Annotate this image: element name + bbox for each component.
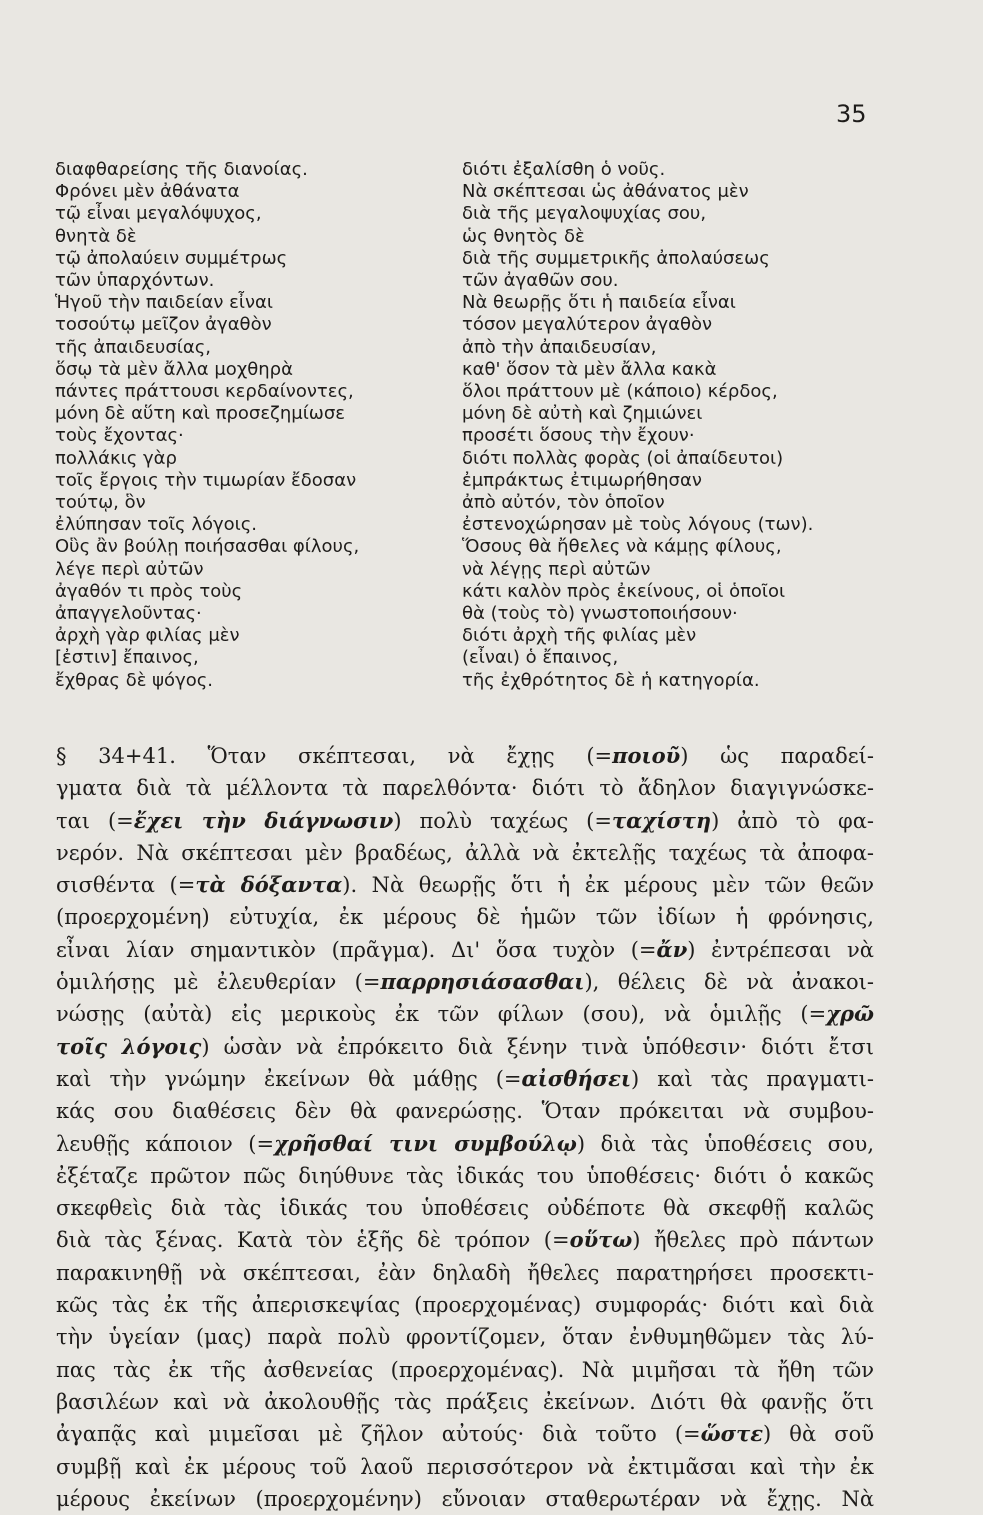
translation-line: νὰ λέγῃς περὶ αὐτῶν <box>462 558 651 580</box>
greek-gloss-term: παρρησιάσασθαι <box>380 969 585 995</box>
commentary-line <box>56 1224 874 1256</box>
ancient-line: ἀρχὴ γὰρ φιλίας μὲν <box>55 625 240 647</box>
greek-gloss-term: αἰσθήσει <box>521 1065 632 1091</box>
commentary-text: ) ἤθελες πρὸ πάντων <box>632 1228 874 1253</box>
translation-line: θὰ (τοὺς τὸ) γνωστοποιήσουν· <box>462 603 738 625</box>
commentary-line <box>56 1483 874 1515</box>
commentary-line <box>56 1321 874 1353</box>
commentary-text: μέρους ἐκείνων (προερχομένην) εὔνοιαν σταθερωτέραν νὰ ἔχῃς. Νὰ <box>56 1486 874 1511</box>
ancient-line: πάντες πράττουσι κερδαίνοντες, <box>55 381 354 403</box>
ancient-line: διαφθαρείσης τῆς διανοίας. <box>55 159 308 180</box>
commentary-line <box>56 998 874 1030</box>
greek-gloss-term: τὰ δόξαντα <box>195 872 343 898</box>
commentary-text: ), θέλεις δὲ νὰ ἀνακοι- <box>584 970 874 995</box>
commentary-line <box>56 1451 874 1483</box>
commentary-text: Ὅταν σκέπτεσαι, νὰ ἔχῃς (= <box>175 744 613 768</box>
commentary-text: σισθέντα (= <box>56 873 196 898</box>
ancient-line: Οὓς ἂν βούλῃ ποιήσασθαι φίλους, <box>55 536 360 558</box>
commentary-line <box>56 1160 874 1192</box>
commentary-text: βασιλέων καὶ νὰ ἀκολουθῇς τὰς πράξεις ἐκείνων. Διότι θὰ φανῇς ὅτι <box>56 1389 874 1414</box>
translation-line: ἐμπράκτως ἐτιμωρήθησαν <box>462 469 702 491</box>
commentary-text: ) θὰ σοῦ <box>763 1422 874 1447</box>
commentary-text: ) ὡσὰν νὰ ἐπρόκειτο διὰ ξένην τινὰ ὑπόθεσιν· διότι ἔτσι <box>201 1034 875 1059</box>
ancient-line: [ἐστιν] ἔπαινος, <box>55 647 199 669</box>
ancient-line: ἔχθρας δὲ ψόγος. <box>55 669 214 691</box>
commentary-line <box>56 1031 874 1063</box>
ancient-line: ἐλύπησαν τοῖς λόγοις. <box>55 514 258 536</box>
commentary-text: σκεφθεὶς διὰ τὰς ἰδικάς του ὑποθέσεις οὐδέποτε θὰ σκεφθῇ καλῶς <box>56 1196 874 1221</box>
commentary-line <box>56 1128 874 1160</box>
ancient-text-column <box>55 159 455 692</box>
ancient-line: τῶν ὑπαρχόντων. <box>55 270 215 292</box>
commentary-text: (προερχομένη) εὐτυχία, ἐκ μέρους δὲ ἡμῶν τῶν ἰδίων ἡ φρόνησις, <box>56 905 874 930</box>
translation-line: ἀπὸ τὴν ἀπαιδευσίαν, <box>462 336 657 358</box>
greek-gloss-term: ἔχει τὴν διάγνωσιν <box>133 807 394 833</box>
commentary-text: γματα διὰ τὰ μέλλοντα τὰ παρελθόντα· διότι τὸ ἄδηλον διαγιγνώσκε- <box>56 776 874 801</box>
ancient-line: μόνη δὲ αὕτη καὶ προσεζημίωσε <box>55 403 346 425</box>
greek-gloss-term: τοῖς λόγοις <box>56 1033 202 1059</box>
greek-gloss-term: ὥστε <box>700 1421 763 1447</box>
greek-gloss-term: οὕτω <box>569 1227 633 1253</box>
commentary-text: συμβῇ καὶ ἐκ μέρους τοῦ λαοῦ περισσότερον νὰ ἐκτιμᾶσαι καὶ τὴν ἐκ <box>56 1454 874 1479</box>
translation-line: διότι ἀρχὴ τῆς φιλίας μὲν <box>462 625 697 647</box>
commentary-text: ἐξέταζε πρῶτον πῶς διηύθυνε τὰς ἰδικάς του ὑποθέσεις· διότι ὁ κακῶς <box>56 1163 874 1188</box>
commentary-text: ) ἐντρέπεσαι νὰ <box>687 937 874 962</box>
commentary-text: ) καὶ τὰς πραγματι- <box>631 1066 874 1091</box>
commentary-line <box>56 740 874 772</box>
commentary-line <box>56 772 874 804</box>
ancient-line: τῷ ἀπολαύειν συμμέτρως <box>55 247 288 269</box>
translation-line: Νὰ σκέπτεσαι ὡς ἀθάνατος μὲν <box>462 181 749 203</box>
commentary-text: ται (= <box>56 808 134 833</box>
commentary-line <box>56 1386 874 1418</box>
commentary-text: τὴν ὑγείαν (μας) παρὰ πολὺ φροντίζομεν, ὅταν ἐνθυμηθῶμεν τὰς λύ- <box>56 1325 874 1350</box>
commentary-text: ὁμιλήσῃς μὲ ἐλευθερίαν (= <box>56 970 381 995</box>
translation-line: ὡς θνητὸς δὲ <box>462 225 585 247</box>
ancient-line: ἀπαγγελοῦντας· <box>55 603 202 625</box>
commentary-text: ) διὰ τὰς ὑποθέσεις σου, <box>576 1131 874 1156</box>
greek-gloss-term: χρῆσθαί τινι συμβούλῳ <box>274 1130 577 1156</box>
translation-line: διὰ τῆς μεγαλοψυχίας σου, <box>462 203 707 225</box>
commentary-text: ) ὡς παραδεί- <box>680 744 874 768</box>
commentary-text: παρακινηθῇ νὰ σκέπτεσαι, ἐὰν δηλαδὴ ἤθελες παρατηρήσει προσεκτι- <box>56 1260 874 1285</box>
ancient-line: τῷ εἶναι μεγαλόψυχος, <box>55 203 262 225</box>
commentary-text: πας τὰς ἐκ τῆς ἀσθενείας (προερχομένας). Νὰ μιμῆσαι τὰ ἤθη τῶν <box>56 1357 874 1382</box>
commentary-line <box>56 966 874 998</box>
ancient-line: θνητὰ δὲ <box>55 225 137 247</box>
commentary-line <box>56 805 874 837</box>
translation-line: ὅλοι πράττουν μὲ (κάποιο) κέρδος, <box>462 381 778 403</box>
commentary-line <box>56 1289 874 1321</box>
commentary-text: κάς σου διαθέσεις δὲν θὰ φανερώσῃς. Ὅταν πρόκειται νὰ συμβου- <box>56 1099 874 1124</box>
translation-line: τῆς ἐχθρότητος δὲ ἡ κατηγορία. <box>462 669 760 691</box>
page-number: 35 <box>836 100 867 128</box>
commentary-line <box>56 837 874 869</box>
commentary-line <box>56 901 874 933</box>
translation-line: (εἶναι) ὁ ἔπαινος, <box>462 647 619 669</box>
greek-gloss-term: ποιοῦ <box>612 743 681 768</box>
translation-line: ἐστενοχώρησαν μὲ τοὺς λόγους (των). <box>462 514 814 536</box>
commentary-text: λευθῇς κάποιον (= <box>56 1131 275 1156</box>
translation-line: καθ' ὅσον τὰ μὲν ἄλλα κακὰ <box>462 358 717 380</box>
commentary-line <box>56 1257 874 1289</box>
ancient-line: τῆς ἀπαιδευσίας, <box>55 336 211 358</box>
commentary-line <box>56 1418 874 1450</box>
ancient-line: τούτῳ, ὃν <box>55 492 146 514</box>
ancient-line: λέγε περὶ αὐτῶν <box>55 558 204 580</box>
ancient-line: τοσούτῳ μεῖζον ἀγαθὸν <box>55 314 272 336</box>
greek-gloss-term: ταχίστη <box>611 807 712 833</box>
commentary-paragraph <box>56 740 874 1515</box>
translation-line: τόσον μεγαλύτερον ἀγαθὸν <box>462 314 713 336</box>
translation-line: ἀπὸ αὐτόν, τὸν ὁποῖον <box>462 492 665 514</box>
commentary-text: κῶς τὰς ἐκ τῆς ἀπερισκεψίας (προερχομένας) συμφοράς· διότι καὶ διὰ <box>56 1293 874 1318</box>
section-label: § 34+41. <box>56 744 176 768</box>
greek-gloss-term: ἄν <box>656 936 688 962</box>
commentary-text: νώσῃς (αὐτὰ) εἰς μερικοὺς ἐκ τῶν φίλων (σου), νὰ ὁμιλῇς (= <box>56 1002 827 1027</box>
translation-line: Νὰ θεωρῇς ὅτι ἡ παιδεία εἶναι <box>462 292 736 314</box>
commentary-text: καὶ τὴν γνώμην ἐκείνων θὰ μάθῃς (= <box>56 1066 522 1091</box>
commentary-text: ) ἀπὸ τὸ φα- <box>711 808 874 833</box>
commentary-text: νερόν. Νὰ σκέπτεσαι μὲν βραδέως, ἀλλὰ νὰ ἐκτελῇς ταχέως τὰ ἀποφα- <box>56 840 874 865</box>
commentary-text: διὰ τὰς ξένας. Κατὰ τὸν ἑξῆς δὲ τρόπον (= <box>56 1228 570 1253</box>
ancient-line: ἀγαθόν τι πρὸς τοὺς <box>55 580 243 602</box>
translation-line: διότι πολλὰς φορὰς (οἱ ἀπαίδευτοι) <box>462 447 784 469</box>
commentary-line <box>56 1354 874 1386</box>
commentary-line <box>56 1192 874 1224</box>
commentary-line <box>56 934 874 966</box>
translation-line: μόνη δὲ αὐτὴ καὶ ζημιώνει <box>462 403 703 425</box>
ancient-line: ὅσῳ τὰ μὲν ἄλλα μοχθηρὰ <box>55 358 293 380</box>
commentary-line <box>56 1063 874 1095</box>
translation-line: διὰ τῆς συμμετρικῆς ἀπολαύσεως <box>462 247 770 269</box>
commentary-line <box>56 1095 874 1127</box>
ancient-line: πολλάκις γὰρ <box>55 447 177 469</box>
commentary-text: ) πολὺ ταχέως (= <box>393 808 612 833</box>
commentary-line <box>56 869 874 901</box>
commentary-text: ἀγαπᾷς καὶ μιμεῖσαι μὲ ζῆλον αὐτούς· διὰ τοῦτο (= <box>56 1422 701 1447</box>
ancient-line: τοὺς ἔχοντας· <box>55 425 184 447</box>
commentary-text: εἶναι λίαν σημαντικὸν (πρᾶγμα). Δι' ὅσα τυχὸν (= <box>56 937 657 962</box>
ancient-line: Ἡγοῦ τὴν παιδείαν εἶναι <box>55 292 273 314</box>
ancient-line: τοῖς ἔργοις τὴν τιμωρίαν ἔδοσαν <box>55 469 357 491</box>
translation-line: προσέτι ὅσους τὴν ἔχουν· <box>462 425 695 447</box>
greek-gloss-term: χρῶ <box>826 1001 874 1027</box>
translation-column <box>462 159 882 692</box>
translation-line: κάτι καλὸν πρὸς ἐκείνους, οἱ ὁποῖοι <box>462 580 786 602</box>
ancient-line: Φρόνει μὲν ἀθάνατα <box>55 181 240 203</box>
translation-line: διότι ἐξαλίσθη ὁ νοῦς. <box>462 159 666 180</box>
translation-line: Ὅσους θὰ ἤθελες νὰ κάμῃς φίλους, <box>462 536 782 558</box>
translation-line: τῶν ἀγαθῶν σου. <box>462 270 619 292</box>
commentary-text: ). Νὰ θεωρῇς ὅτι ἡ ἐκ μέρους μὲν τῶν θεῶν <box>342 873 874 898</box>
